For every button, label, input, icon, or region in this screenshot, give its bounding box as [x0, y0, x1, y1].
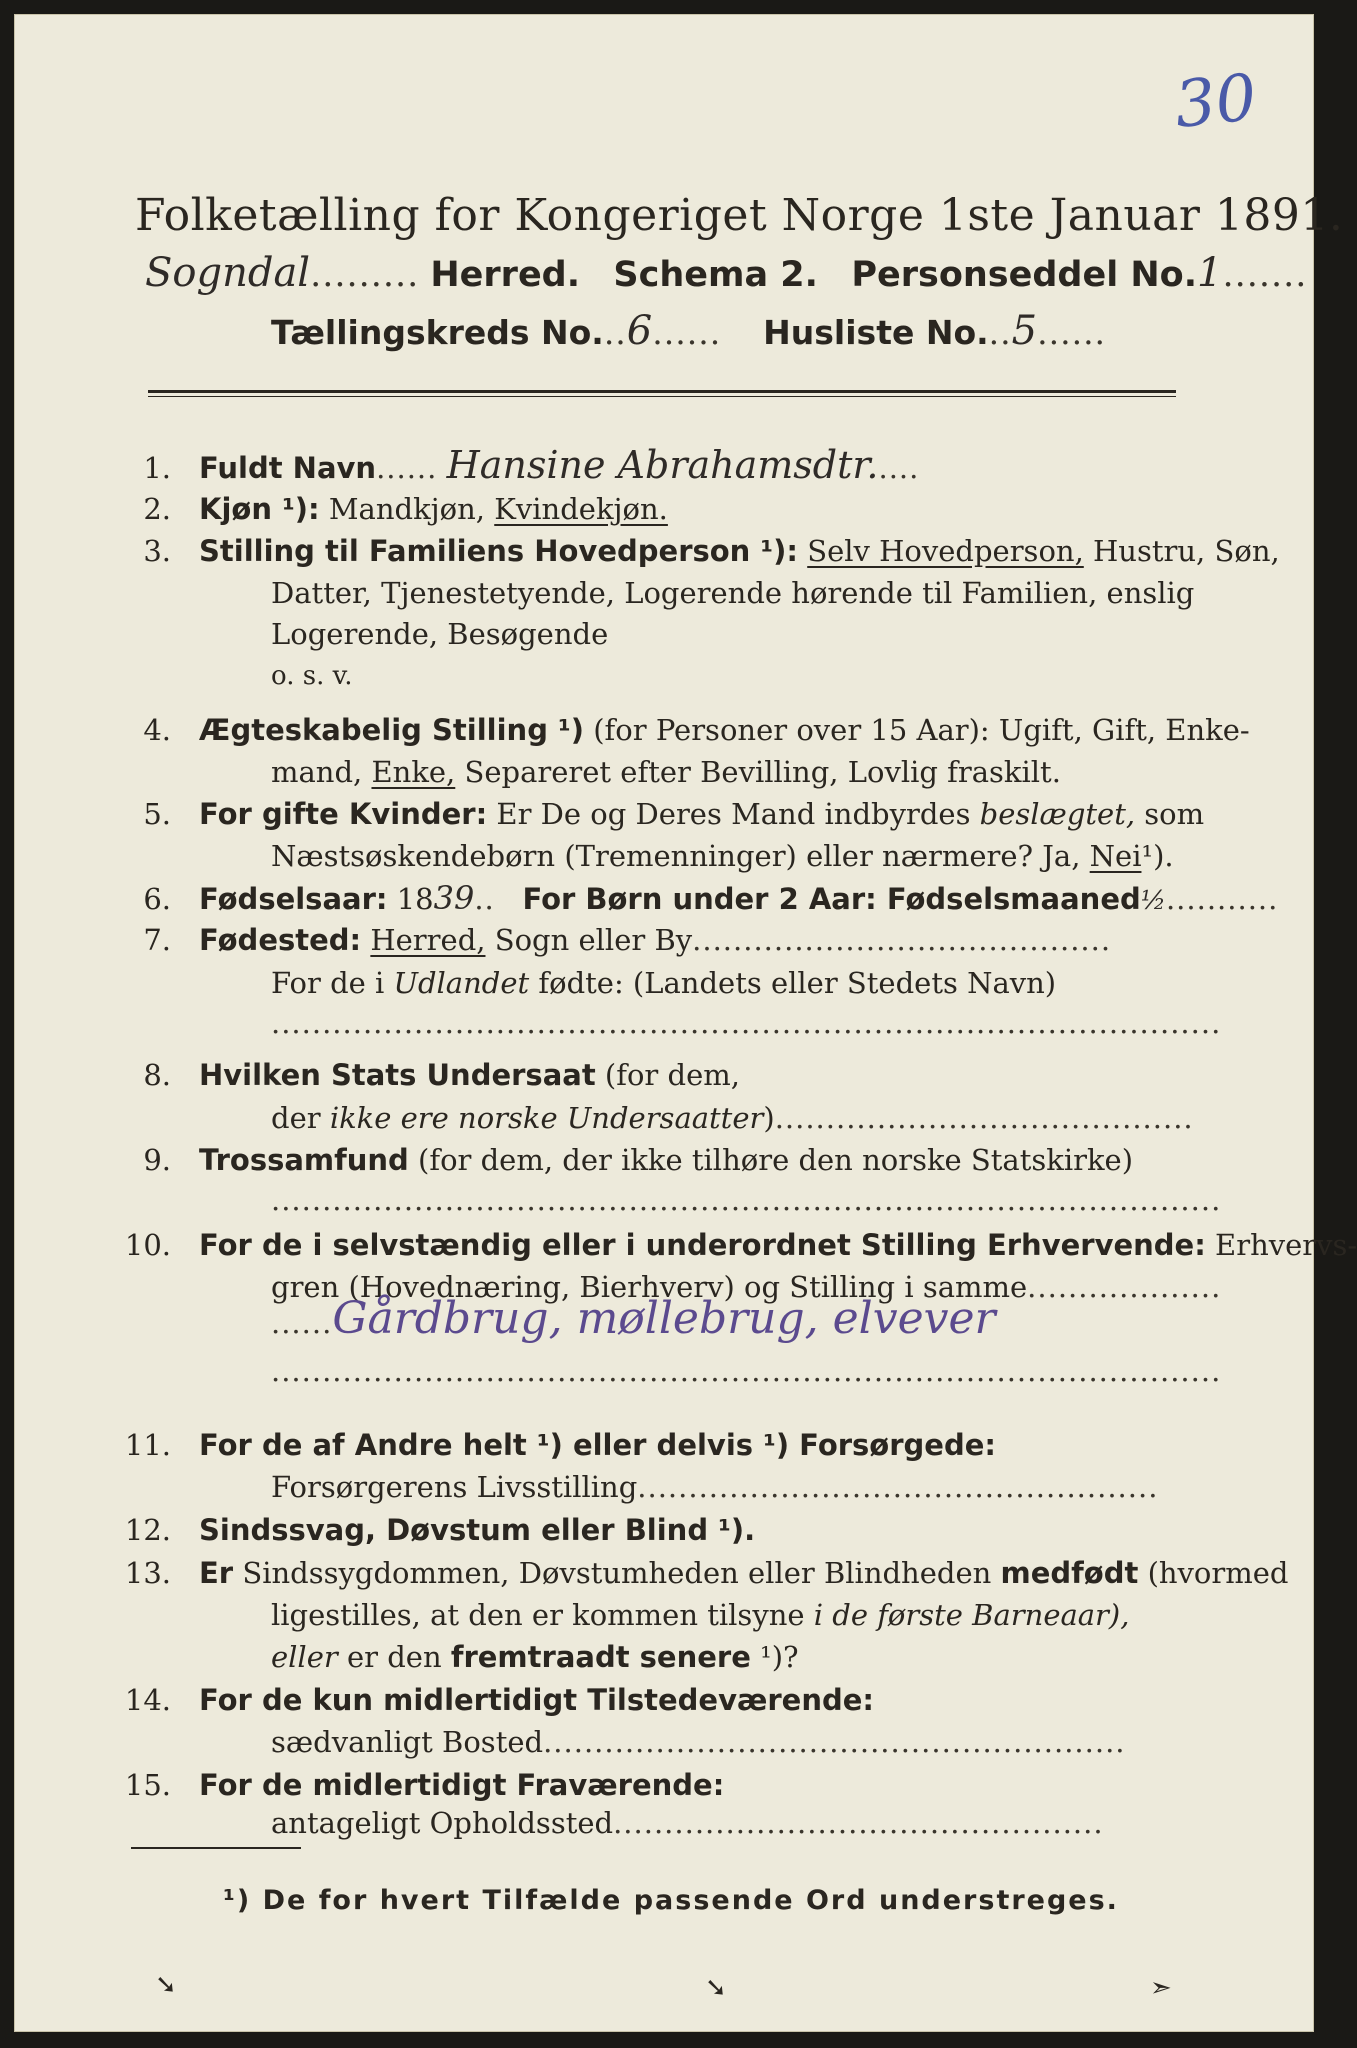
item-label: Hvilken Stats Undersaat [199, 1058, 596, 1092]
item-label: Fødested: [199, 923, 362, 957]
item-4 [111, 712, 1250, 748]
item-10-line-3: ......Gårdbrug, møllebrug, elvever [271, 1293, 996, 1344]
item-text: For de i [271, 966, 385, 1000]
item-7: 7. Fødested: Herred, Sogn eller By......................................... [111, 922, 1111, 958]
herred-value: Sogndal [145, 250, 311, 296]
item-text-italic: beslægtet, [979, 797, 1136, 831]
item-10 [111, 1227, 1357, 1263]
full-name-value: Hansine Abrahamsdtr. [446, 443, 879, 487]
item-2 [111, 491, 668, 527]
corner-mark-icon: ➘ [705, 1973, 727, 2003]
item-7-line-2 [271, 965, 1056, 1001]
item-text: Næstsøskendebørn (Tremenninger) eller nærmere? Ja, [271, 839, 1081, 873]
item-number: 8. [143, 1058, 171, 1092]
item-1: 1. Fuldt Navn...... Hansine Abrahamsdtr..... [111, 447, 919, 486]
item-9 [111, 1142, 1133, 1178]
item-15 [111, 1767, 724, 1803]
item-number: 12. [124, 1513, 171, 1547]
item-label: Fødselsaar: [199, 882, 388, 916]
item-text: som [1144, 797, 1205, 831]
item-number: 7. [143, 923, 171, 957]
item-number: 6. [143, 882, 171, 916]
blank-line: ............................................................................................. [271, 1006, 1222, 1040]
item-11-line-2: Forsørgerens Livsstilling................................................... [271, 1470, 1159, 1504]
item-number: 15. [124, 1768, 171, 1802]
form-title: Folketælling for Kongeriget Norge 1ste Januar 1891. [135, 190, 1344, 241]
option-herred-underlined: Herred, [370, 923, 486, 957]
occupation-value: Gårdbrug, møllebrug, elvever [332, 1293, 996, 1344]
item-text: (for Personer over 15 Aar): Ugift, Gift, Enke- [593, 713, 1250, 747]
schema-label: Schema 2. [613, 255, 818, 295]
item-number: 4. [143, 713, 171, 747]
item-text-italic: ikke ere norske Undersaatter [329, 1101, 764, 1135]
item-text: mand, [271, 755, 363, 789]
husliste-value: 5 [1011, 308, 1038, 354]
option-head-underlined: Selv Hovedperson, [807, 534, 1084, 568]
census-form [14, 14, 1357, 2032]
kreds-value: 6 [626, 308, 653, 354]
item-13-line-3 [271, 1639, 799, 1675]
item-text: sædvanligt Bosted [271, 1725, 544, 1759]
item-14-line-2: sædvanligt Bosted......................................................... [271, 1725, 1126, 1759]
item-number: 2. [143, 492, 171, 526]
item-14 [111, 1682, 874, 1718]
item-text-italic: eller [271, 1640, 338, 1674]
item-text: Er De og Deres Mand indbyrdes [496, 797, 971, 831]
item-label: For gifte Kvinder: [199, 797, 488, 831]
birth-year-value: 39 [433, 879, 475, 917]
item-label: For de midlertidigt Fraværende: [199, 1768, 725, 1802]
item-15-line-2: antageligt Opholdssted................................................ [271, 1806, 1104, 1840]
item-label: Kjøn ¹): [199, 492, 320, 526]
item-text: der [271, 1101, 321, 1135]
header-rule-thin [148, 396, 1176, 397]
item-text: For Børn under 2 Aar: Fødselsmaaned [522, 882, 1141, 916]
item-label: Stilling til Familiens Hovedperson ¹): [199, 534, 798, 568]
item-number: 10. [124, 1228, 171, 1262]
personseddel-label: Personseddel No. [851, 255, 1198, 295]
item-number: 14. [124, 1683, 171, 1717]
header-line-1: Sogndal......... Herred. Schema 2. Personseddel No.1....... [145, 250, 1308, 296]
footnote: ¹) De for hvert Tilfælde passende Ord understreges. [223, 1885, 1119, 1916]
item-number: 3. [143, 534, 171, 568]
item-11 [111, 1427, 996, 1463]
option-no-underlined: Nei [1089, 839, 1142, 873]
item-text-bold: medfødt [1000, 1556, 1139, 1590]
item-text: fødte: (Landets eller Stedets Navn) [538, 966, 1057, 1000]
item-number: 9. [143, 1143, 171, 1177]
item-4-line-2 [271, 754, 1061, 790]
item-3 [111, 533, 1280, 569]
item-text: antageligt Opholdssted [271, 1806, 614, 1840]
item-text: (for dem, [604, 1058, 740, 1092]
item-13 [111, 1555, 1288, 1591]
item-5 [111, 796, 1204, 832]
item-8 [111, 1057, 740, 1093]
item-8-line-2: der ikke ere norske Undersaatter)......................................... [271, 1101, 1194, 1135]
item-text: Forsørgerens Livsstilling [271, 1470, 638, 1504]
item-6: 6. Fødselsaar: 1839.. For Børn under 2 Aar: Fødselsmaaned½........... [111, 880, 1278, 919]
item-text-italic: Udlandet [393, 966, 530, 1000]
item-label: Trossamfund [199, 1143, 409, 1177]
item-5-line-2 [271, 838, 1174, 874]
item-text: Sogn eller By [494, 923, 693, 957]
item-text-bold: fremtraadt senere [450, 1640, 751, 1674]
item-text: Erhvervs- [1215, 1228, 1357, 1262]
item-number: 13. [124, 1556, 171, 1590]
item-3-line-4: o. s. v. [271, 661, 353, 691]
item-text: Separeret efter Bevilling, Lovlig fraskilt. [464, 755, 1061, 789]
item-text: Hustru, Søn, [1093, 534, 1280, 568]
item-text: (for dem, der ikke tilhøre den norske Statskirke) [418, 1143, 1134, 1177]
personseddel-value: 1 [1197, 250, 1223, 296]
header-line-2: Tællingskreds No...6...... Husliste No...5...... [271, 308, 1107, 354]
item-13-line-2 [271, 1597, 1129, 1633]
option-female-underlined: Kvindekjøn. [494, 492, 668, 526]
item-text: Sindssygdommen, Døvstumheden eller Blindheden [242, 1556, 992, 1590]
item-label: Fuldt Navn [199, 451, 377, 485]
item-number: 1. [143, 451, 171, 485]
item-text: ligestilles, at den er kommen tilsyne [271, 1598, 805, 1632]
item-12 [111, 1512, 755, 1548]
item-label: Er [199, 1556, 234, 1590]
item-label: For de i selvstændig eller i underordnet Stilling Erhvervende: [199, 1228, 1206, 1262]
item-10-line-2: gren (Hovednæring, Bierhverv) og Stilling i samme................... [271, 1270, 1222, 1304]
blank-line: ............................................................................................. [271, 1183, 1222, 1217]
item-text: ¹). [1141, 839, 1174, 873]
item-3-line-2: Datter, Tjenestetyende, Logerende hørende til Familien, enslig [271, 576, 1195, 610]
husliste-label: Husliste No. [763, 313, 989, 352]
item-text: 18 [396, 882, 434, 916]
item-label: Sindssvag, Døvstum eller Blind ¹). [199, 1513, 756, 1547]
item-text: (hvormed [1147, 1556, 1289, 1590]
header-rule [148, 390, 1176, 393]
herred-label: Herred. [430, 255, 581, 295]
item-text: gren (Hovednæring, Bierhverv) og Stilling i samme [271, 1270, 1028, 1304]
item-number: 11. [124, 1428, 171, 1462]
footnote-rule [131, 1847, 301, 1849]
item-text: er den [346, 1640, 442, 1674]
blank-line: ............................................................................................. [271, 1354, 1222, 1388]
page-number: 30 [1171, 60, 1261, 144]
corner-mark-icon: ➘ [155, 1970, 177, 2000]
item-label: For de af Andre helt ¹) eller delvis ¹) Forsørgede: [199, 1428, 996, 1462]
option-widow-underlined: Enke, [371, 755, 456, 789]
kreds-label: Tællingskreds No. [271, 313, 604, 352]
birth-month-mark: ½ [1140, 886, 1166, 916]
item-label: For de kun midlertidigt Tilstedeværende: [199, 1683, 875, 1717]
item-3-line-3: Logerende, Besøgende [271, 617, 609, 651]
corner-mark-icon: ➣ [1150, 1973, 1172, 2003]
item-label: Ægteskabelig Stilling ¹) [199, 713, 585, 747]
option-male: Mandkjøn, [328, 492, 486, 526]
item-text-italic: i de første Barneaar), [813, 1598, 1130, 1632]
item-text: ¹)? [760, 1640, 799, 1674]
item-number: 5. [143, 797, 171, 831]
